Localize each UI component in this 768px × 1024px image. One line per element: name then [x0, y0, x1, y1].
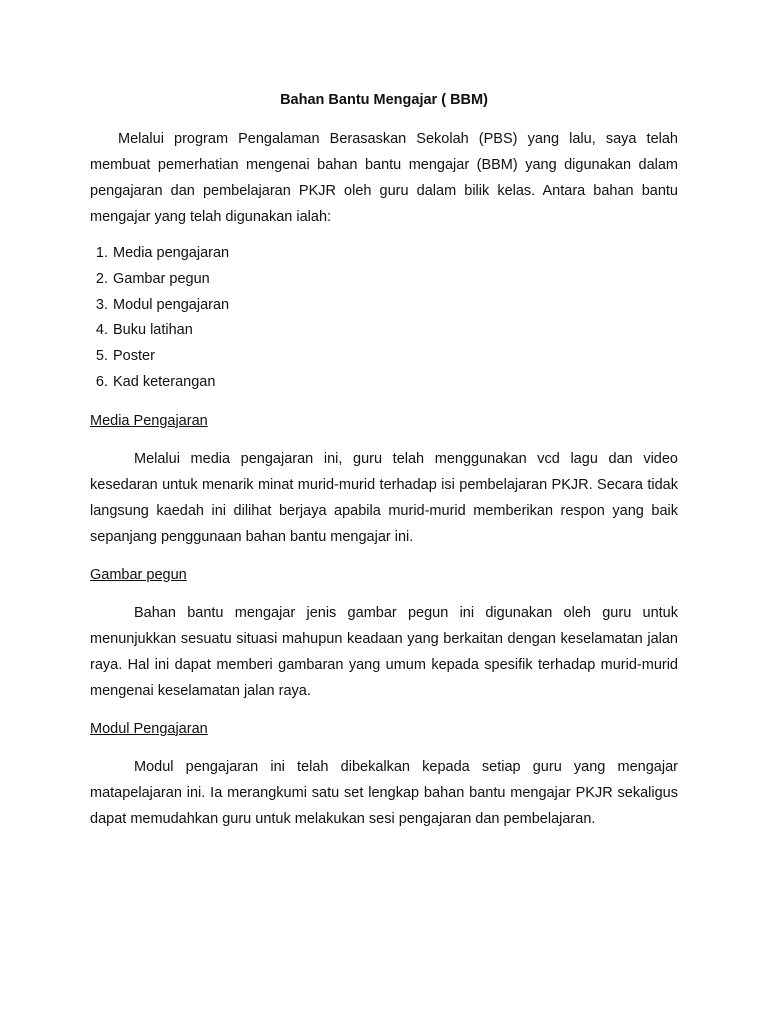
section-heading-gambar-pegun: Gambar pegun — [90, 566, 187, 583]
list-item: 4. Buku latihan — [112, 318, 678, 344]
list-item: 6. Kad keterangan — [112, 370, 678, 396]
list-item: 3. Modul pengajaran — [112, 293, 678, 319]
list-item: 1. Media pengajaran — [112, 241, 678, 267]
section-heading-modul-pengajaran: Modul Pengajaran — [90, 720, 208, 737]
section-text-media-pengajaran: Melalui media pengajaran ini, guru telah menggunakan vcd lagu dan video kesedaran untuk menarik minat murid-murid terhadap isi pembelajaran PKJR. Secara tidak langsung kaedah ini dilihat berjaya apabila murid-murid memberikan respon yang baik sepanjang penggunaan bahan bantu mengajar ini. — [90, 450, 678, 545]
section-text-gambar-pegun: Bahan bantu mengajar jenis gambar pegun ini digunakan oleh guru untuk menunjukkan sesuatu situasi mahupun keadaan yang berkaitan dengan keselamatan jalan raya. Hal ini dapat memberi gambaran yang umum kepada spesifik terhadap murid-murid mengenai keselamatan jalan raya. — [90, 604, 678, 699]
bbm-list — [90, 241, 678, 396]
document-title: Bahan Bantu Mengajar ( BBM) — [280, 92, 488, 108]
section-heading-media-pengajaran: Media Pengajaran — [90, 412, 208, 429]
intro-paragraph: Melalui program Pengalaman Berasaskan Sekolah (PBS) yang lalu, saya telah membuat pemerhatian mengenai bahan bantu mengajar (BBM) yang digunakan dalam pengajaran dan pembelajaran PKJR oleh guru dalam bilik kelas. Antara bahan bantu mengajar yang telah digunakan ialah: — [90, 131, 678, 225]
section-text-modul-pengajaran: Modul pengajaran ini telah dibekalkan kepada setiap guru yang mengajar matapelajaran ini. Ia merangkumi satu set lengkap bahan bantu mengajar PKJR sekaligus dapat memudahkan guru untuk melakukan sesi pengajaran dan pembelajaran. — [90, 758, 678, 827]
list-item: 2. Gambar pegun — [112, 267, 678, 293]
list-item: 5. Poster — [112, 344, 678, 370]
